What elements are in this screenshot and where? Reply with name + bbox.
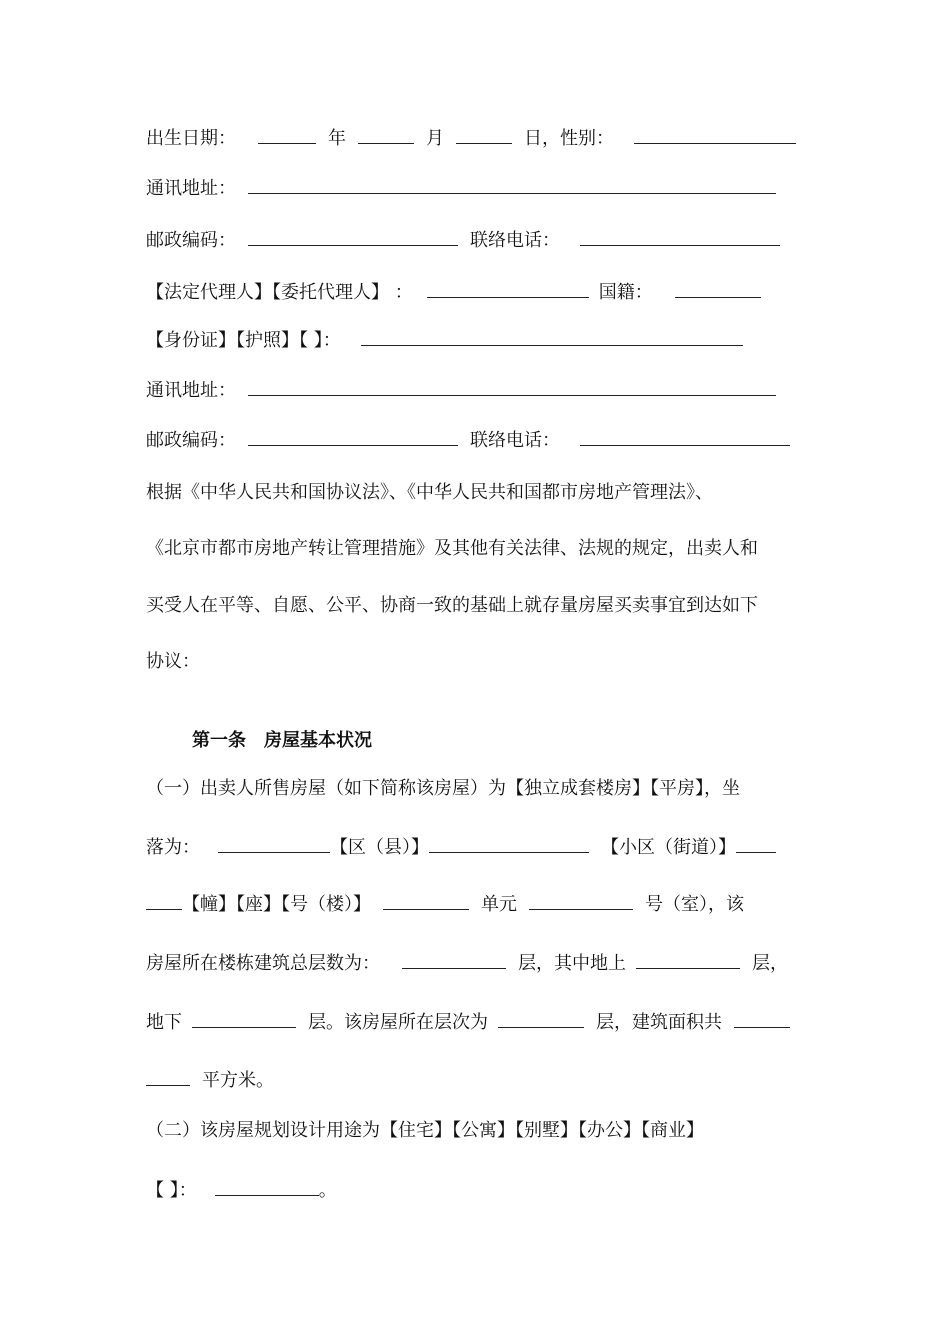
address-label-2: 通讯地址： bbox=[146, 380, 236, 401]
preamble-line-2: 《北京市都市房地产转让管理措施》及其他有关法律、法规的规定，出卖人和 bbox=[146, 538, 758, 559]
postcode-label-2: 邮政编码： bbox=[146, 430, 236, 451]
clause-2-line-2: 【 】： 。 bbox=[146, 1180, 337, 1201]
address-label: 通讯地址： bbox=[146, 178, 236, 199]
postcode-phone-line bbox=[146, 228, 780, 253]
phone-blank[interactable] bbox=[580, 228, 780, 246]
agent-label: 【法定代理人】【委托代理人】 ： bbox=[146, 282, 413, 303]
preamble-line-4: 协议： bbox=[146, 651, 200, 672]
total-floors-blank[interactable] bbox=[402, 951, 506, 969]
postcode-phone-line-2 bbox=[146, 428, 790, 453]
year-label: 年 bbox=[328, 128, 346, 149]
unit-blank[interactable] bbox=[383, 892, 469, 910]
community-blank[interactable] bbox=[429, 835, 589, 853]
building-blank-a[interactable] bbox=[736, 835, 776, 853]
preamble-line-3: 买受人在平等、自愿、公平、协商一致的基础上就存量房屋买卖事宜到达如下 bbox=[146, 595, 758, 616]
nationality-label: 国籍： bbox=[598, 282, 653, 303]
phone-blank-2[interactable] bbox=[580, 428, 790, 446]
birth-month-blank[interactable] bbox=[358, 126, 414, 144]
room-blank[interactable] bbox=[529, 892, 633, 910]
birth-date-line bbox=[146, 126, 796, 151]
clause-1-line-5: 地下 层。该房屋所在层次为 层，建筑面积共 bbox=[146, 1010, 790, 1035]
birth-label: 出生日期： bbox=[146, 128, 236, 149]
floor-level-blank[interactable] bbox=[498, 1010, 584, 1028]
nationality-blank[interactable] bbox=[675, 280, 761, 298]
phone-label: 联络电话： bbox=[470, 230, 560, 251]
address-line bbox=[146, 176, 776, 201]
day-gender-label: 日，性别： bbox=[524, 128, 614, 149]
above-ground-blank[interactable] bbox=[636, 951, 740, 969]
building-blank-b[interactable] bbox=[146, 892, 182, 910]
gender-blank[interactable] bbox=[634, 126, 796, 144]
preamble-line-1: 根据《中华人民共和国协议法》、《中华人民共和国都市房地产管理法》、 bbox=[146, 482, 713, 503]
id-label: 【身份证】【护照】【 】： bbox=[146, 330, 341, 351]
clause-1-line-2: 落为： 【区（县）】 【小区（街道）】 bbox=[146, 835, 776, 860]
birth-day-blank[interactable] bbox=[456, 126, 512, 144]
area-blank-b[interactable] bbox=[146, 1068, 190, 1086]
article-1-heading: 第一条 房屋基本状况 bbox=[192, 730, 372, 751]
address-blank-2[interactable] bbox=[248, 378, 776, 396]
clause-1-line-3: 【幢】【座】【号（楼）】 单元 号（室），该 bbox=[146, 892, 744, 917]
address-line-2 bbox=[146, 378, 776, 403]
agent-blank[interactable] bbox=[427, 280, 589, 298]
id-line bbox=[146, 328, 743, 353]
agent-line bbox=[146, 280, 761, 305]
below-ground-blank[interactable] bbox=[192, 1010, 296, 1028]
postcode-blank[interactable] bbox=[248, 228, 458, 246]
district-blank[interactable] bbox=[218, 835, 330, 853]
clause-1-line-4: 房屋所在楼栋建筑总层数为： 层，其中地上 层， bbox=[146, 953, 788, 974]
birth-year-blank[interactable] bbox=[258, 126, 316, 144]
month-label: 月 bbox=[426, 128, 444, 149]
clause-1-line-6: 平方米。 bbox=[146, 1068, 274, 1093]
area-blank-a[interactable] bbox=[734, 1010, 790, 1028]
postcode-label: 邮政编码： bbox=[146, 230, 236, 251]
clause-2-line-1: （二）该房屋规划设计用途为【住宅】【公寓】【别墅】【办公】【商业】 bbox=[146, 1120, 704, 1141]
phone-label-2: 联络电话： bbox=[470, 430, 560, 451]
clause-1-line-1: （一）出卖人所售房屋（如下简称该房屋）为【独立成套楼房】【平房】，坐 bbox=[146, 778, 740, 799]
postcode-blank-2[interactable] bbox=[248, 428, 458, 446]
address-blank[interactable] bbox=[248, 176, 776, 194]
id-blank[interactable] bbox=[361, 328, 743, 346]
usage-other-blank[interactable] bbox=[215, 1178, 319, 1196]
